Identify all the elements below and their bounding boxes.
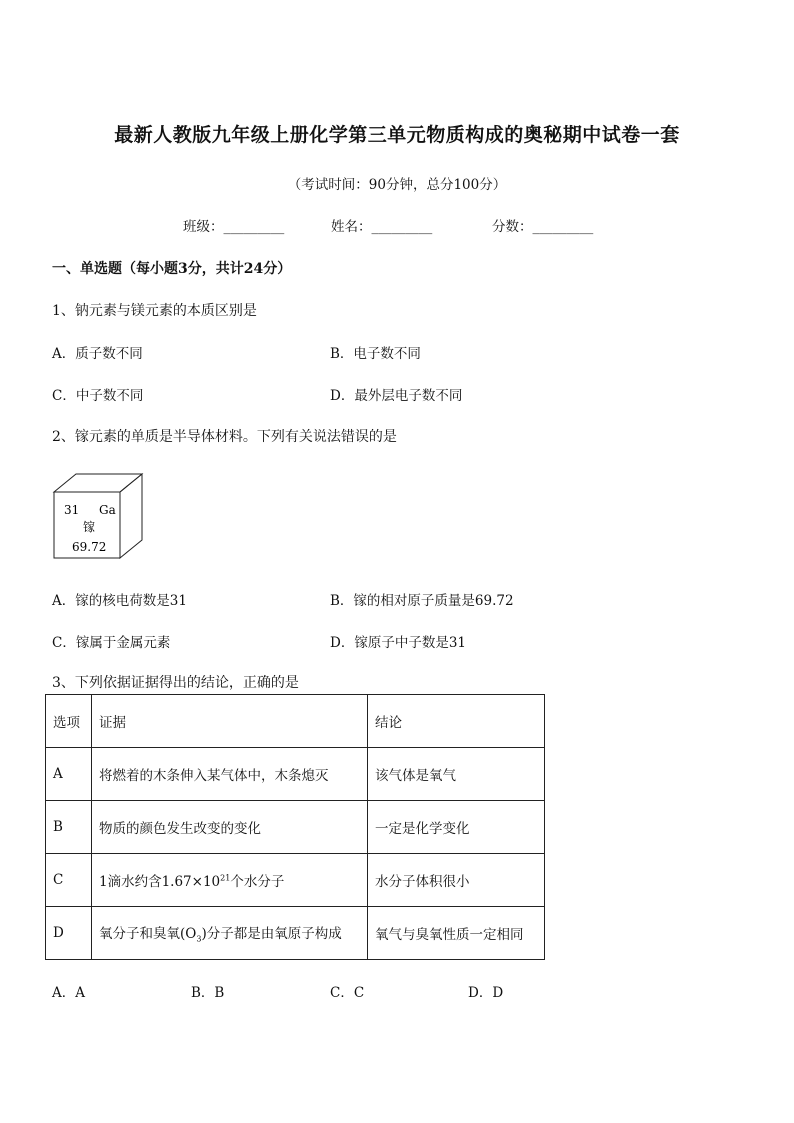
q2-option-c[interactable]: C．镓属于金属元素 — [52, 635, 171, 651]
row-evidence — [92, 907, 368, 960]
class-field[interactable]: 班级：_________ — [183, 219, 285, 235]
atomic-mass: 69.72 — [72, 540, 107, 554]
question-1-stem: 1、钠元素与镁元素的本质区别是 — [52, 303, 257, 319]
row-evidence: 将燃着的木条伸入某气体中，木条熄灭 — [92, 748, 368, 801]
gallium-element-cube — [50, 470, 150, 562]
question-3-stem: 3、下列依据证据得出的结论，正确的是 — [52, 675, 299, 691]
exam-subtitle: （考试时间：90分钟，总分100分） — [287, 177, 507, 193]
q1-option-a[interactable]: A．质子数不同 — [52, 346, 143, 362]
question-2-stem: 2、镓元素的单质是半导体材料。下列有关说法错误的是 — [52, 429, 397, 445]
row-conclusion: 水分子体积很小 — [368, 854, 545, 907]
element-name: 镓 — [83, 520, 96, 534]
row-evidence — [92, 854, 368, 907]
atomic-number: 31 — [64, 503, 80, 517]
row-option: A — [46, 748, 92, 801]
row-option: D — [46, 907, 92, 960]
q3-option-b[interactable]: B．B — [191, 985, 225, 1001]
table-header-row — [46, 695, 545, 748]
q2-option-d[interactable]: D．镓原子中子数是31 — [330, 635, 467, 651]
q3-option-a[interactable]: A．A — [52, 985, 85, 1001]
evidence-text: 1滴水约含1.67×10 — [99, 874, 221, 890]
cube-top-face — [54, 474, 142, 492]
evidence-text: 个水分子 — [230, 874, 285, 890]
element-symbol: Ga — [99, 503, 116, 517]
evidence-text: 氧分子和臭氧(O — [99, 926, 197, 943]
q2-option-a[interactable]: A．镓的核电荷数是31 — [52, 593, 187, 609]
header-evidence: 证据 — [92, 695, 368, 748]
q3-option-d[interactable]: D．D — [468, 985, 504, 1001]
header-option: 选项 — [46, 695, 92, 748]
q1-option-d[interactable]: D．最外层电子数不同 — [330, 388, 463, 404]
table-row — [46, 907, 545, 960]
name-field[interactable]: 姓名：_________ — [331, 219, 433, 235]
q2-option-b[interactable]: B．镓的相对原子质量是69.72 — [330, 593, 514, 609]
section-heading: 一、单选题（每小题3分，共计24分） — [52, 261, 292, 277]
subscript: 3 — [196, 934, 202, 944]
row-option: B — [46, 801, 92, 854]
table-row — [46, 854, 545, 907]
q1-option-b[interactable]: B．电子数不同 — [330, 346, 421, 362]
row-conclusion: 该气体是氧气 — [368, 748, 545, 801]
q3-option-c[interactable]: C．C — [330, 985, 365, 1001]
table-row — [46, 801, 545, 854]
header-conclusion: 结论 — [368, 695, 545, 748]
row-evidence: 物质的颜色发生改变的变化 — [92, 801, 368, 854]
row-option: C — [46, 854, 92, 907]
evidence-table — [45, 694, 545, 960]
cube-side-face — [120, 474, 142, 558]
evidence-text: )分子都是由氧原子构成 — [201, 926, 342, 943]
table-row — [46, 748, 545, 801]
exponent: 21 — [220, 873, 231, 883]
row-conclusion: 一定是化学变化 — [368, 801, 545, 854]
exam-title: 最新人教版九年级上册化学第三单元物质构成的奥秘期中试卷一套 — [114, 124, 680, 146]
score-field[interactable]: 分数：_________ — [492, 219, 594, 235]
row-conclusion: 氧气与臭氧性质一定相同 — [368, 907, 545, 960]
q1-option-c[interactable]: C．中子数不同 — [52, 388, 144, 404]
